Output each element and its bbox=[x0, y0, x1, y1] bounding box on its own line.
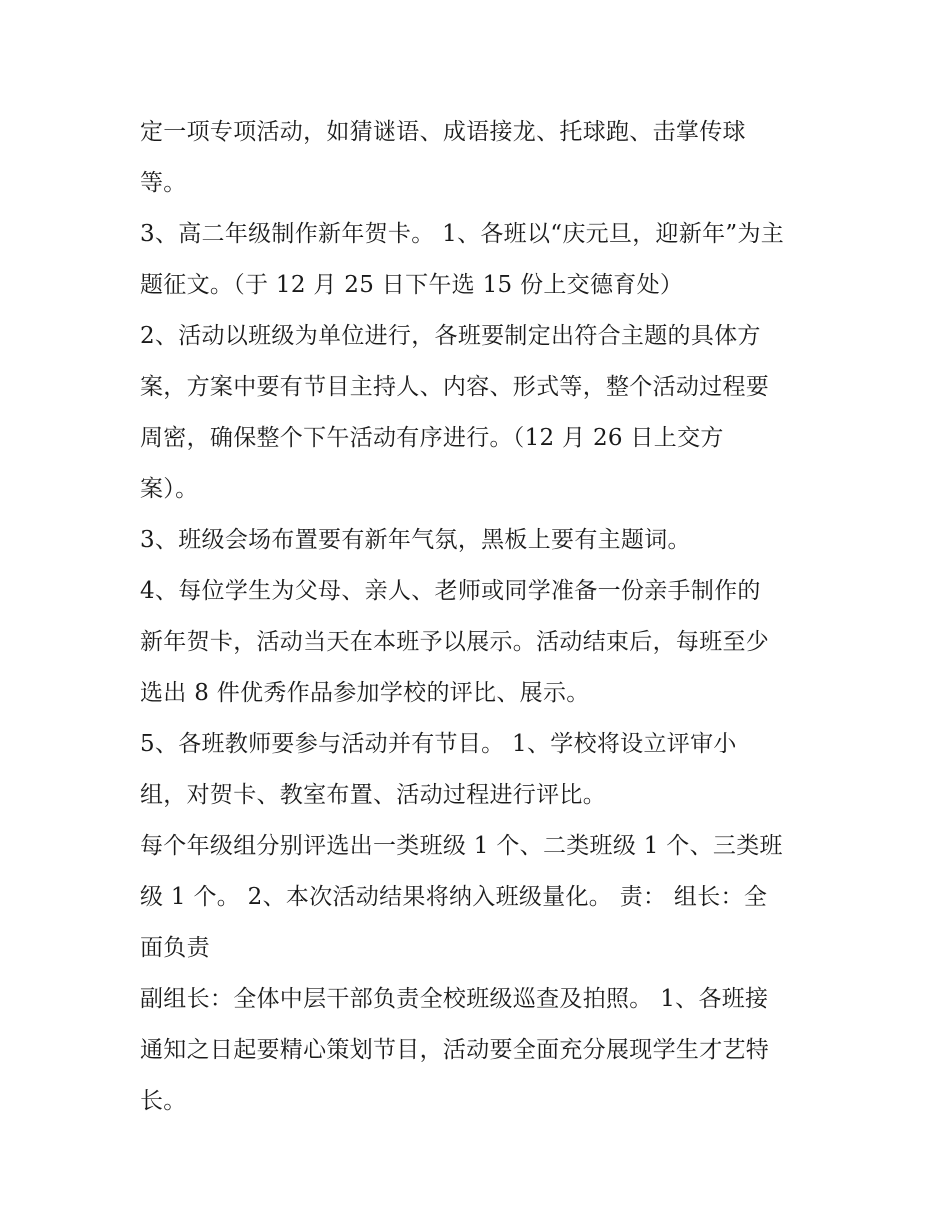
text-line: 级 1 个。 2、本次活动结果将纳入班级量化。 责： 组长：全 bbox=[140, 884, 768, 910]
text-line: 等。 bbox=[140, 170, 187, 196]
document-body bbox=[140, 107, 840, 1127]
text-line: 新年贺卡，活动当天在本班予以展示。活动结束后，每班至少 bbox=[140, 629, 770, 655]
text-line: 4、每位学生为父母、亲人、老师或同学准备一份亲手制作的 bbox=[140, 578, 761, 604]
text-line: 定一项专项活动，如猜谜语、成语接龙、托球跑、击掌传球 bbox=[140, 119, 746, 145]
text-line: 5、各班教师要参与活动并有节目。 1、学校将设立评审小 bbox=[140, 731, 737, 757]
text-line: 组，对贺卡、教室布置、活动过程进行评比。 bbox=[140, 782, 606, 808]
text-line: 2、活动以班级为单位进行，各班要制定出符合主题的具体方 bbox=[140, 323, 761, 349]
text-line: 长。 bbox=[140, 1088, 187, 1114]
text-line: 周密，确保整个下午活动有序进行。（12 月 26 日上交方 bbox=[140, 425, 724, 451]
text-line: 3、班级会场布置要有新年气氛，黑板上要有主题词。 bbox=[140, 527, 691, 553]
text-line: 题征文。（于 12 月 25 日下午选 15 份上交德育处） bbox=[140, 272, 684, 298]
text-line: 每个年级组分别评选出一类班级 1 个、二类班级 1 个、三类班 bbox=[140, 833, 783, 859]
text-line: 3、高二年级制作新年贺卡。 1、各班以“庆元旦，迎新年”为主 bbox=[140, 221, 785, 247]
text-line: 通知之日起要精心策划节目，活动要全面充分展现学生才艺特 bbox=[140, 1037, 770, 1063]
text-line: 案，方案中要有节目主持人、内容、形式等，整个活动过程要 bbox=[140, 374, 770, 400]
text-line: 副组长：全体中层干部负责全校班级巡查及拍照。 1、各班接 bbox=[140, 986, 769, 1012]
text-line: 选出 8 件优秀作品参加学校的评比、展示。 bbox=[140, 680, 590, 706]
text-line: 案）。 bbox=[140, 476, 199, 502]
text-line: 面负责 bbox=[140, 935, 210, 961]
